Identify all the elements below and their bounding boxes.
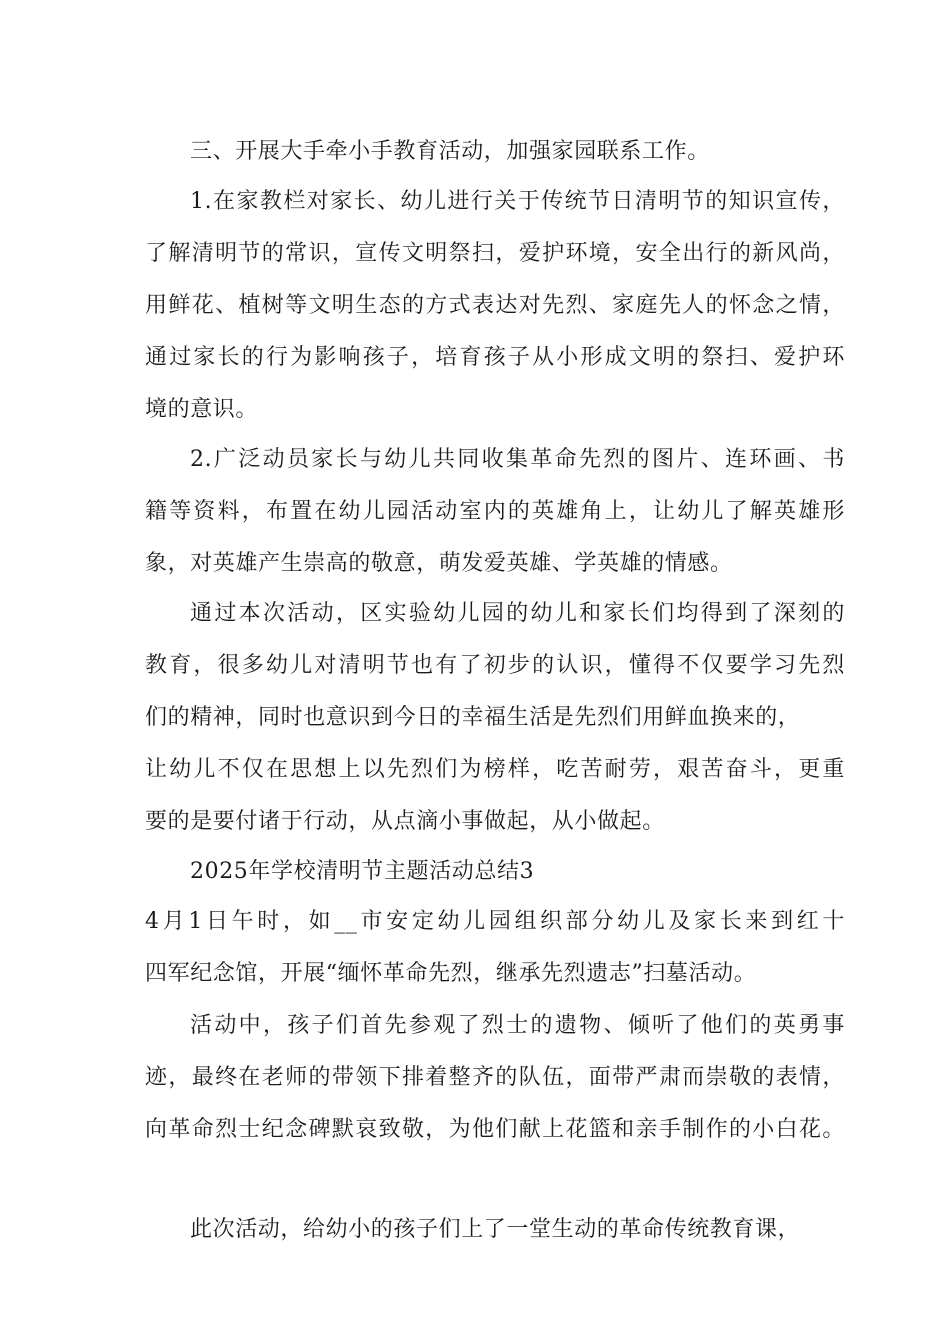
paragraph-line: 向革命烈士纪念碑默哀致敬，为他们献上花篮和亲手制作的小白花。	[145, 1117, 845, 1142]
paragraph-line: 了解清明节的常识，宣传文明祭扫，爱护环境，安全出行的新风尚，	[145, 241, 845, 266]
paragraph-line: 活动中，孩子们首先参观了烈士的遗物、倾听了他们的英勇事	[190, 1013, 845, 1038]
paragraph-line: 四军纪念馆，开展“缅怀革命先烈，继承先烈遗志”扫墓活动。	[145, 961, 757, 986]
paragraph-line: 教育，很多幼儿对清明节也有了初步的认识，懂得不仅要学习先烈	[145, 653, 845, 678]
paragraph-line: 境的意识。	[145, 397, 259, 422]
paragraph-line: 迹，最终在老师的带领下排着整齐的队伍，面带严肃而崇敬的表情，	[145, 1065, 845, 1090]
paragraph-line: 通过家长的行为影响孩子，培育孩子从小形成文明的祭扫、爱护环	[145, 345, 845, 370]
paragraph-line: 用鲜花、植树等文明生态的方式表达对先烈、家庭先人的怀念之情，	[145, 293, 845, 318]
paragraph-line: 象，对英雄产生崇高的敬意，萌发爱英雄、学英雄的情感。	[145, 551, 733, 576]
paragraph-line: 们的精神，同时也意识到今日的幸福生活是先烈们用鲜血换来的，	[145, 705, 801, 730]
paragraph-line: 要的是要付诸于行动，从点滴小事做起，从小做起。	[145, 809, 665, 834]
section-title: 2025年学校清明节主题活动总结3	[190, 859, 535, 884]
section-heading: 三、开展大手牵小手教育活动，加强家园联系工作。	[190, 139, 710, 164]
paragraph-line: 2.广泛动员家长与幼儿共同收集革命先烈的图片、连环画、书	[190, 447, 845, 472]
paragraph-line: 通过本次活动，区实验幼儿园的幼儿和家长们均得到了深刻的	[190, 601, 845, 626]
paragraph-line: 籍等资料，布置在幼儿园活动室内的英雄角上，让幼儿了解英雄形	[145, 499, 845, 524]
paragraph-line: 让幼儿不仅在思想上以先烈们为榜样，吃苦耐劳，艰苦奋斗，更重	[145, 757, 845, 782]
paragraph-line: 此次活动，给幼小的孩子们上了一堂生动的革命传统教育课，	[190, 1217, 801, 1242]
paragraph-line: 1.在家教栏对家长、幼儿进行关于传统节日清明节的知识宣传，	[190, 189, 845, 214]
paragraph-line: 4月1日午时，如__市安定幼儿园组织部分幼儿及家长来到红十	[145, 909, 845, 934]
